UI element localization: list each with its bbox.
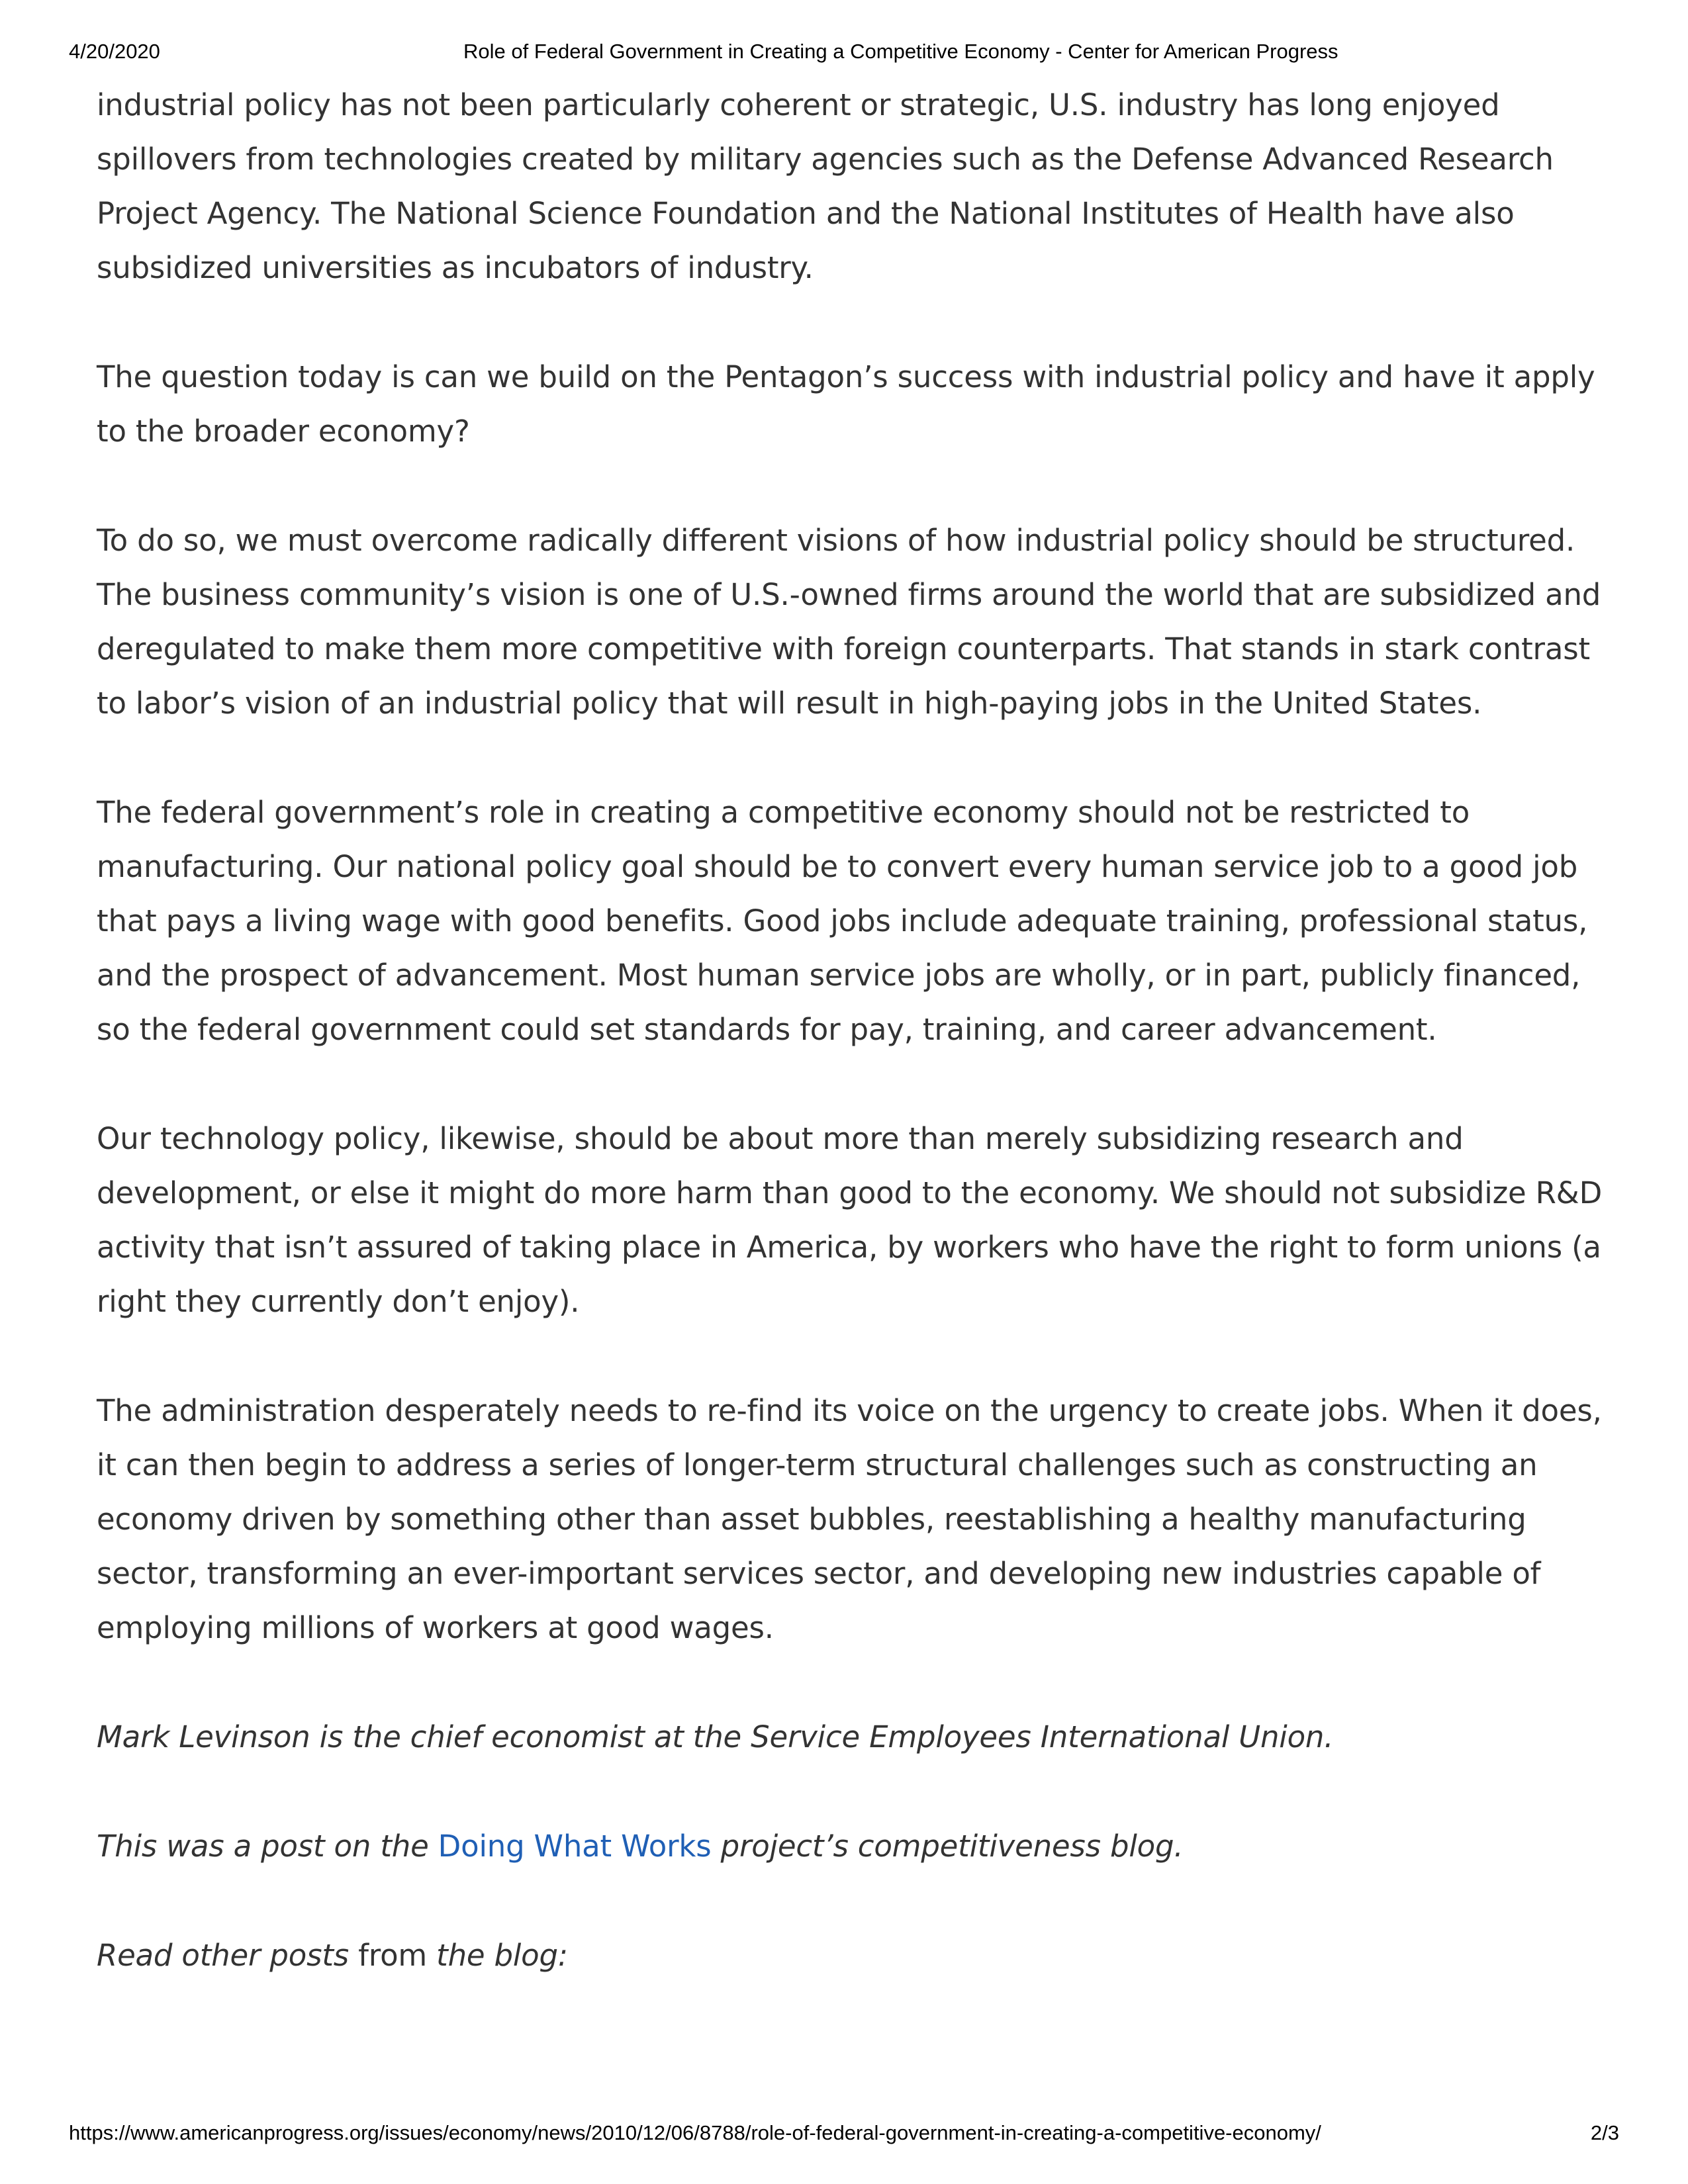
doing-what-works-link[interactable]: Doing What Works bbox=[438, 1829, 712, 1864]
print-date: 4/20/2020 bbox=[69, 40, 160, 63]
read-more-part3: the blog: bbox=[427, 1938, 568, 1973]
article-paragraph: The federal government’s role in creating a competitive economy should not be restricted to manufacturing. Our national policy goal should be to convert every human service job to a good job that pays a living wage with good benefits. Good jobs include adequate training, professional status, and the prospect of advancement. Most human service jobs are wholly, or in part, publicly financed, so the federal government could set standards for pay, training, and career advancement. bbox=[97, 795, 1588, 1047]
article-paragraph: To do so, we must overcome radically different visions of how industrial policy should be structured. The business community’s vision is one of U.S.-owned firms around the world that are subsidized and deregulated to make them more competitive with foreign counterparts. That stands in stark contrast to labor’s vision of an industrial policy that will result in high-paying jobs in the United States. bbox=[97, 523, 1601, 721]
article-paragraph: The administration desperately needs to re-find its voice on the urgency to create jobs. When it does, it can then begin to address a series of longer-term structural challenges such as constructing an economy driven by something other than asset bubbles, reestablishing a healthy manufacturing sector, transforming an ever-important services sector, and developing new industries capable of employing millions of workers at good wages. bbox=[97, 1393, 1602, 1645]
article-paragraph: The question today is can we build on the Pentagon’s success with industrial policy and have it apply to the broader economy? bbox=[97, 359, 1595, 449]
page-url: https://www.americanprogress.org/issues/economy/news/2010/12/06/8788/role-of-federal-government-in-creating-a-competitive-economy/ bbox=[69, 2121, 1321, 2144]
source-note bbox=[97, 1819, 1606, 1874]
print-page-title: Role of Federal Government in Creating a Competitive Economy - Center for American Progress bbox=[463, 40, 1338, 63]
article-body bbox=[97, 78, 1606, 2038]
author-bio: Mark Levinson is the chief economist at the Service Employees International Union. bbox=[97, 1719, 1334, 1754]
article-paragraph: Our technology policy, likewise, should be about more than merely subsidizing research and development, or else it might do more harm than good to the economy. We should not subsidize R&D activity that isn’t assured of taking place in America, by workers who have the right to form unions (a right they currently don’t enjoy). bbox=[97, 1121, 1603, 1319]
source-note-prefix: This was a post on the bbox=[97, 1829, 438, 1864]
page-number: 2/3 bbox=[1590, 2121, 1619, 2144]
read-more-part2: from bbox=[349, 1938, 428, 1973]
print-header bbox=[69, 40, 1619, 66]
source-note-suffix: project’s competitiveness blog. bbox=[711, 1829, 1184, 1864]
print-footer bbox=[69, 2121, 1619, 2148]
read-more-line bbox=[97, 1929, 1606, 1983]
read-more-part1: Read other posts bbox=[97, 1938, 350, 1973]
article-paragraph: industrial policy has not been particularly coherent or strategic, U.S. industry has long enjoyed spillovers from technologies created by military agencies such as the Defense Advanced Research Project Agency. The National Science Foundation and the National Institutes of Health have also subsidized universities as incubators of industry. bbox=[97, 87, 1554, 285]
